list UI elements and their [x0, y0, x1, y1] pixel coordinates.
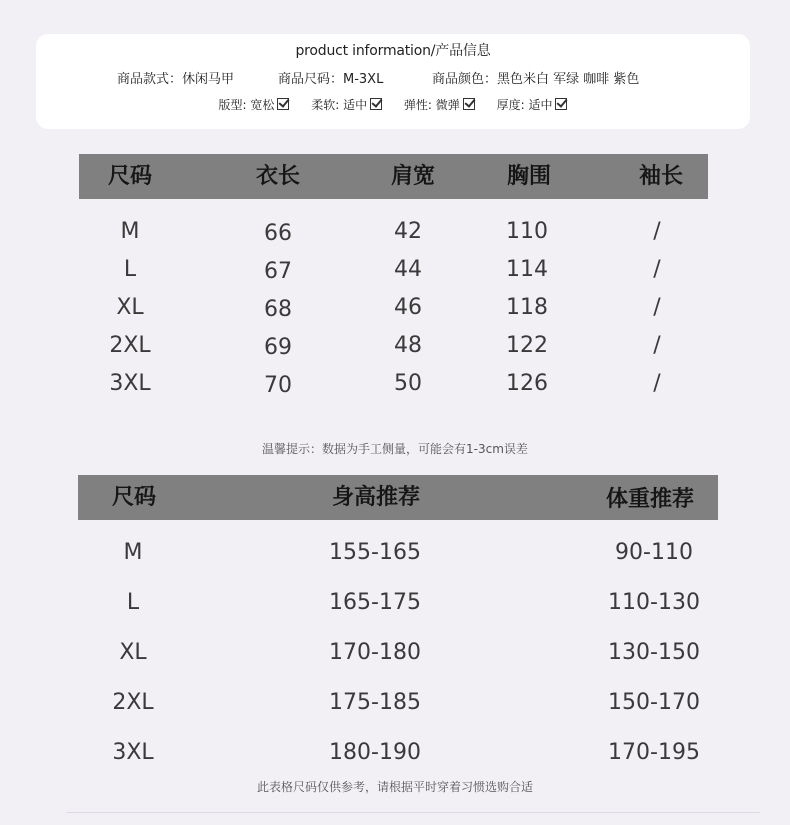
cell-size: M [120, 219, 140, 244]
cell-size: L [123, 257, 137, 282]
cell-chest: 126 [506, 371, 548, 396]
cell-shoulder: 48 [394, 333, 422, 358]
table-row [0, 533, 790, 573]
cell-size: XL [119, 640, 147, 665]
cell-height: 180-190 [329, 740, 421, 765]
cell-length: 67 [264, 259, 292, 284]
product-info-card [36, 34, 750, 129]
table-row [0, 366, 790, 402]
recommend-table-header [78, 475, 718, 520]
header-shoulder: 肩宽 [390, 164, 436, 189]
cell-chest: 114 [506, 257, 548, 282]
attr-softness: 柔软: 适中 [311, 96, 382, 113]
cell-chest: 122 [506, 333, 548, 358]
cell-weight: 90-110 [615, 540, 693, 565]
cell-length: 66 [264, 221, 292, 246]
cell-shoulder: 50 [394, 371, 422, 396]
attr-thickness: 厚度: 适中 [497, 96, 568, 113]
checkbox-checked-icon [463, 98, 475, 110]
checkbox-checked-icon [277, 98, 289, 110]
cell-shoulder: 42 [394, 219, 422, 244]
cell-size: 2XL [109, 333, 151, 358]
product-info-title: product information/产品信息 [295, 43, 491, 59]
cell-length: 70 [264, 373, 292, 398]
measurement-note: 温馨提示：数据为手工侧量，可能会有1-3cm误差 [262, 442, 528, 456]
table-row [0, 683, 790, 723]
header-chest: 胸围 [506, 164, 552, 189]
cell-size: M [123, 540, 143, 565]
header-weight: 体重推荐 [605, 487, 695, 512]
header-height: 身高推荐 [331, 485, 421, 510]
cell-chest: 118 [506, 295, 548, 320]
cell-sleeve: / [653, 333, 661, 358]
cell-sleeve: / [653, 219, 661, 244]
table-row [0, 328, 790, 364]
header-length: 衣长 [255, 164, 301, 189]
size-table-header [79, 154, 708, 199]
attr-elasticity: 弹性: 微弹 [404, 96, 475, 113]
product-style: 商品款式：休闲马甲 [117, 72, 235, 87]
cell-size: 3XL [112, 740, 154, 765]
checkbox-checked-icon [370, 98, 382, 110]
cell-weight: 150-170 [608, 690, 700, 715]
cell-sleeve: / [653, 371, 661, 396]
cell-size: XL [116, 295, 144, 320]
cell-size: 3XL [109, 371, 151, 396]
cell-sleeve: / [653, 257, 661, 282]
table-row [0, 633, 790, 673]
divider [66, 812, 760, 813]
cell-weight: 130-150 [608, 640, 700, 665]
cell-size: L [126, 590, 140, 615]
cell-shoulder: 46 [394, 295, 422, 320]
attr-fit: 版型: 宽松 [219, 96, 290, 113]
table-row [0, 583, 790, 623]
cell-height: 155-165 [329, 540, 421, 565]
cell-chest: 110 [506, 219, 548, 244]
cell-sleeve: / [653, 295, 661, 320]
cell-weight: 110-130 [608, 590, 700, 615]
cell-weight: 170-195 [608, 740, 700, 765]
product-size: 商品尺码：M-3XL [278, 72, 384, 87]
cell-height: 175-185 [329, 690, 421, 715]
header-size: 尺码 [111, 485, 157, 510]
product-color: 商品颜色：黑色米白 军绿 咖啡 紫色 [432, 72, 640, 87]
checkbox-checked-icon [555, 98, 567, 110]
table-row [0, 252, 790, 288]
table-row [0, 733, 790, 773]
cell-shoulder: 44 [394, 257, 422, 282]
header-size: 尺码 [107, 164, 153, 189]
table-row [0, 214, 790, 250]
cell-height: 170-180 [329, 640, 421, 665]
table-row [0, 290, 790, 326]
header-sleeve: 袖长 [638, 164, 684, 189]
cell-length: 69 [264, 335, 292, 360]
cell-height: 165-175 [329, 590, 421, 615]
cell-size: 2XL [112, 690, 154, 715]
cell-length: 68 [264, 297, 292, 322]
reference-note: 此表格尺码仅供参考，请根据平时穿着习惯选购合适 [256, 780, 533, 794]
product-attributes [36, 96, 750, 113]
